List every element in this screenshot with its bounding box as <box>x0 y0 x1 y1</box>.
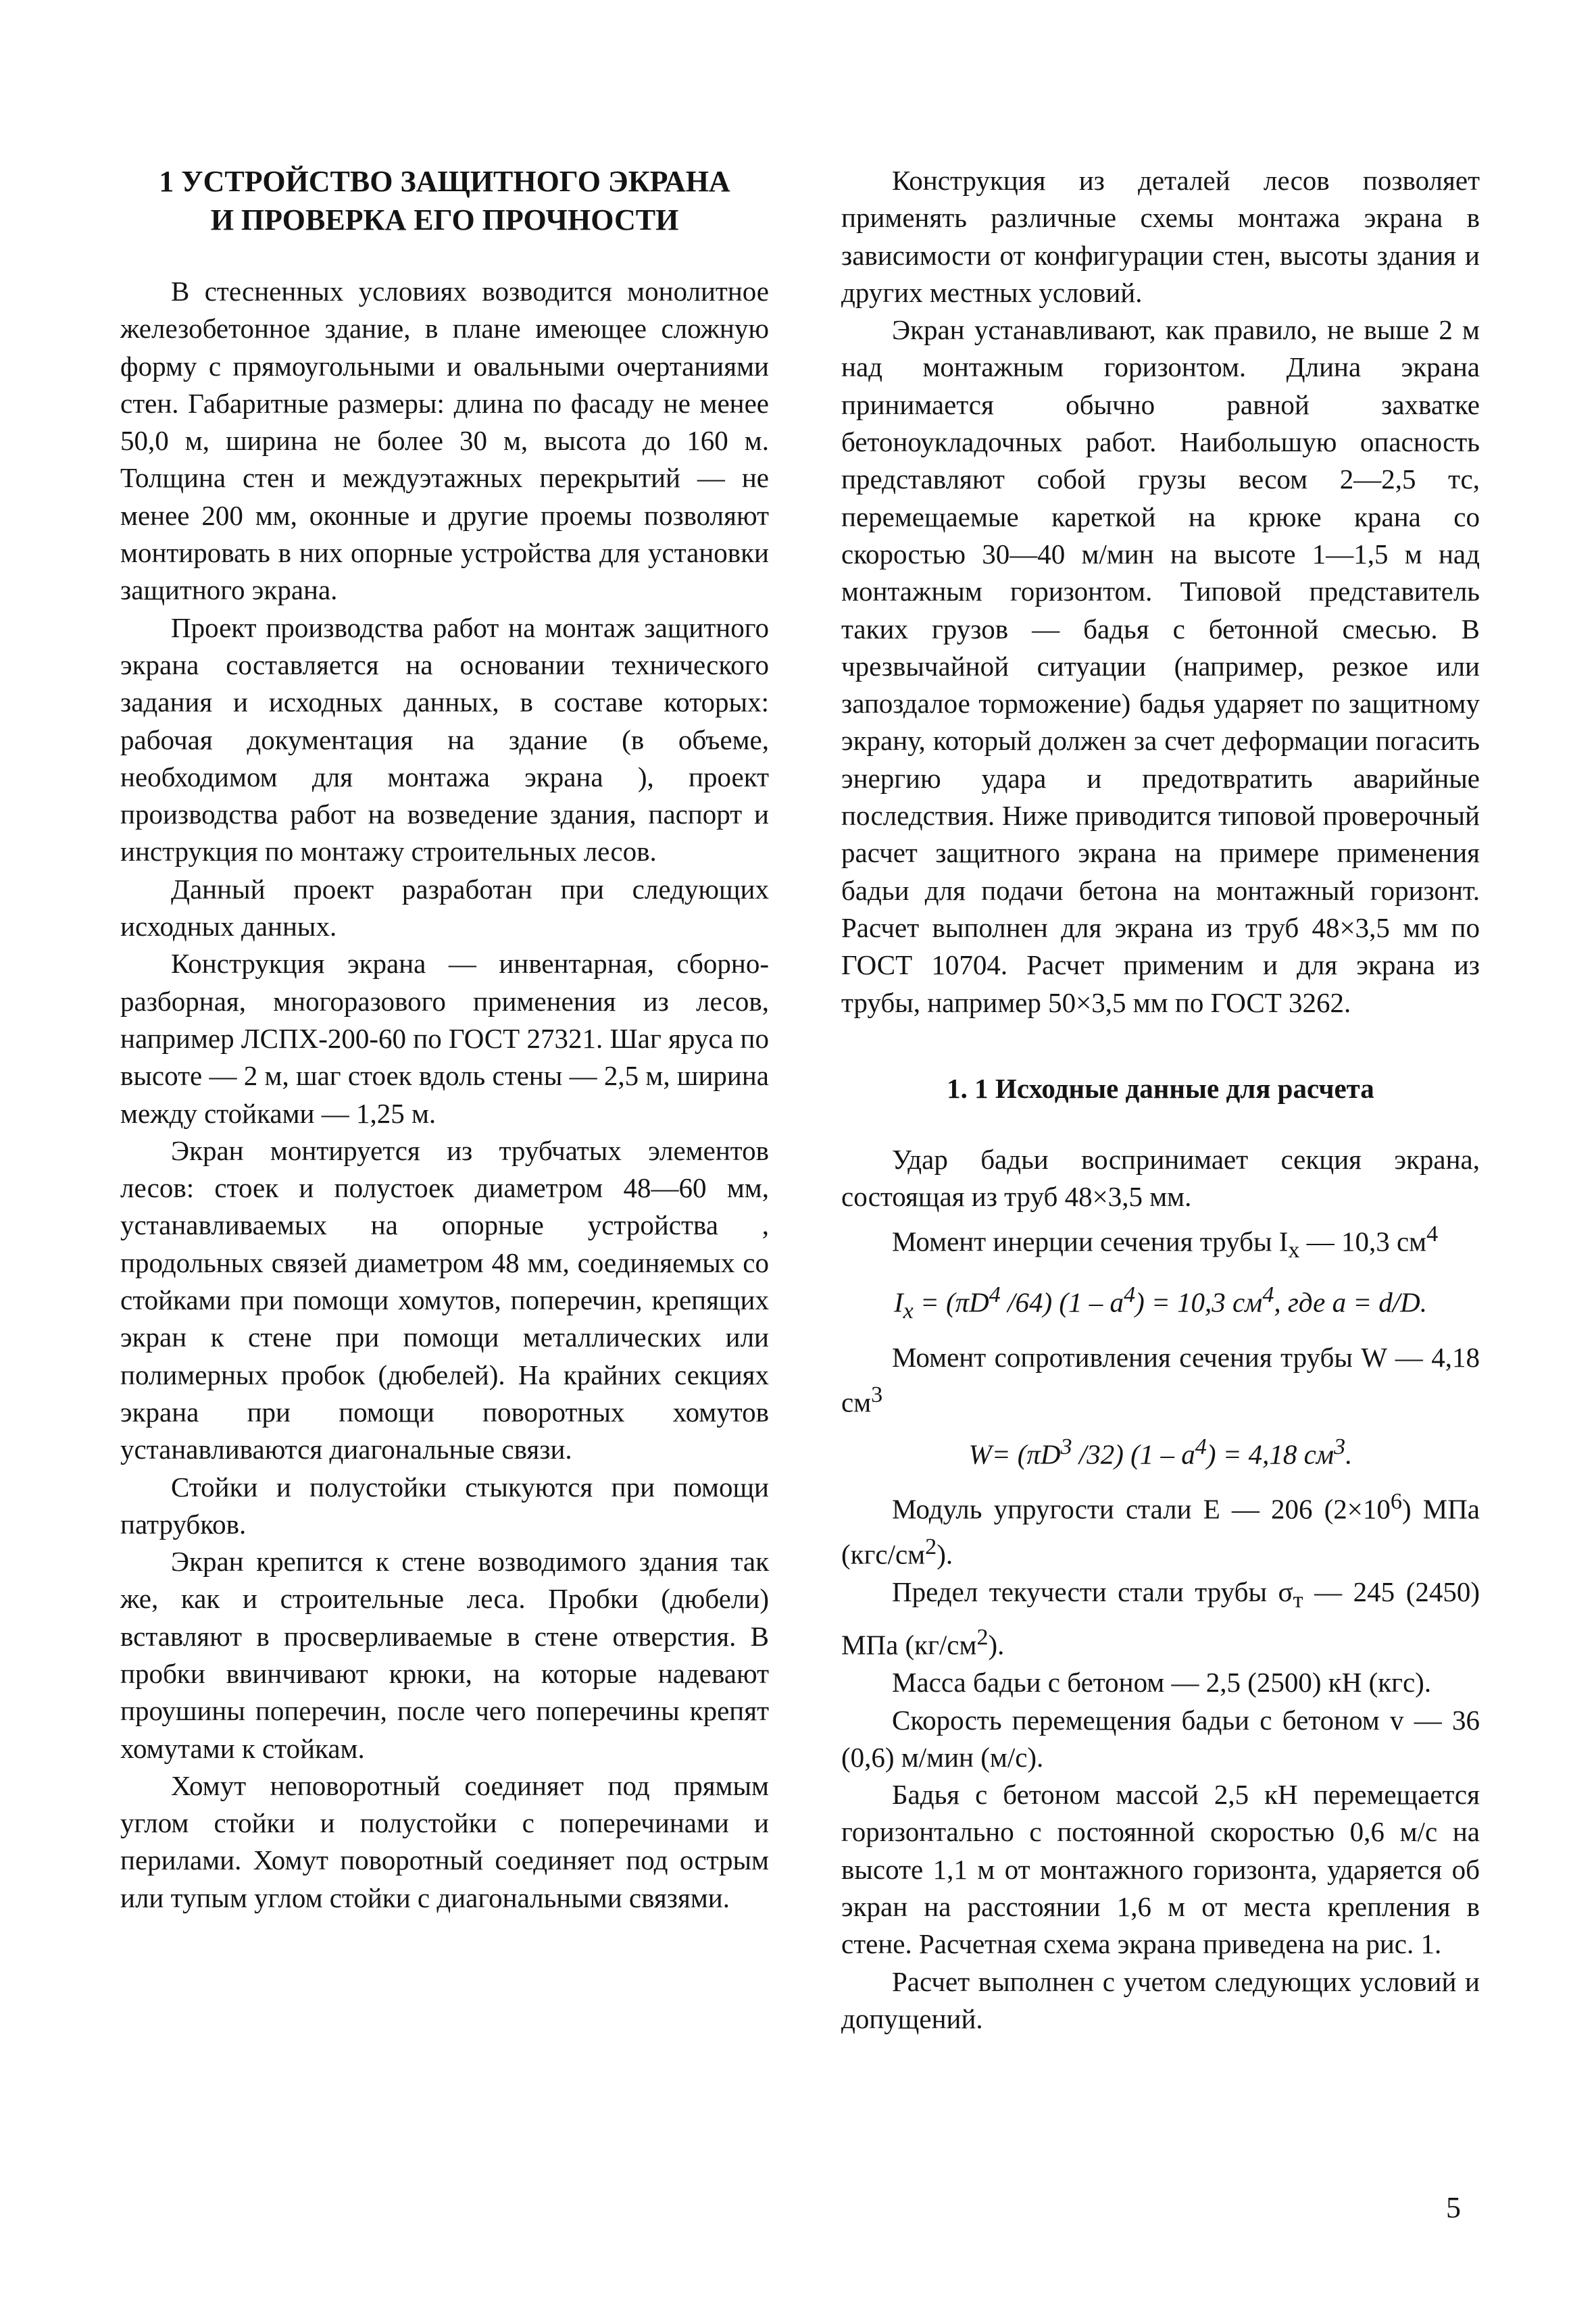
subscript: x <box>903 1298 914 1324</box>
text: ). <box>937 1538 953 1570</box>
text: . <box>1345 1438 1353 1470</box>
right-column <box>841 162 1480 2038</box>
paragraph: Конструкция экрана — инвентарная, сборно-разборная, многоразового применения из лесов, например ЛСПХ-200-60 по ГОСТ 27321. Шаг яруса по высоте — 2 м, шаг стоек вдоль стены — 2,5 м, ширина между стойками — 1,25 м. <box>120 948 769 1129</box>
superscript: 4 <box>989 1282 1001 1307</box>
paragraph: Расчет выполнен с учетом следующих условий и допущений. <box>841 1965 1480 2034</box>
text: ) = 4,18 см <box>1206 1438 1335 1470</box>
paragraph: Конструкция из деталей лесов позволяет применять различные схемы монтажа экрана в зависимости от конфигурации стен, высоты здания и других местных условий. <box>841 165 1480 308</box>
text: ) = 10,3 см <box>1135 1286 1263 1318</box>
left-column <box>120 162 769 1917</box>
paragraph: В стесненных условиях возводится монолитное железобетонное здание, в плане имеющее сложную форму с прямоугольными и овальными очертаниями стен. Габаритные размеры: длина по фасаду не менее 50,0 м, ширина не более 30 м, высота до 160 м. Толщина стен и междуэтажных перекрытий — не менее 200 мм, оконные и другие проемы позволяют монтировать в них опорные устройства для установки защитного экрана. <box>120 276 769 606</box>
text: ) МПа (кгс/см <box>841 1493 1480 1570</box>
text: Предел текучести стали трубы σ <box>892 1576 1293 1607</box>
page-number: 5 <box>1446 2191 1461 2224</box>
text: Модуль упругости стали E — 206 (2×10 <box>892 1493 1391 1525</box>
text: — 10,3 см <box>1299 1226 1427 1258</box>
section-title-line-2: И ПРОВЕРКА ЕГО ПРОЧНОСТИ <box>210 203 679 236</box>
superscript: 4 <box>1195 1434 1207 1459</box>
text: ). <box>988 1629 1005 1661</box>
superscript: 6 <box>1390 1488 1402 1514</box>
paragraph: Экран устанавливают, как правило, не выше 2 м над монтажным горизонтом. Длина экрана принимается обычно равной захватке бетоноукладочных работ. Наибольшую опасность представляют собой грузы весом 2—2,5 тс, перемещаемые кареткой на крюке крана со скоростью 30—40 м/мин на высоте 1—1,5 м над монтажным горизонтом. Типовой представитель таких грузов — бадья с бетонной смесью. В чрезвычайной ситуации (например, резкое или запоздалое торможение) бадья ударяет по защитному экрану, который должен за счет деформации погасить энергию удара и предотвратить аварийные последствия. Ниже приводится типовой проверочный расчет защитного экрана на примере применения бадьи для подачи бетона на монтажный горизонт. Расчет выполнен для экрана из труб 48×3,5 мм по ГОСТ 10704. Расчет применим и для экрана из трубы, например 50×3,5 мм по ГОСТ 3262. <box>841 314 1480 1018</box>
paragraph: Экран крепится к стене возводимого здания так же, как и строительные леса. Пробки (дюбели) вставляют в просверливаемые в стене отверстия. В пробки ввинчивают крюки, на которые надевают проушины поперечин, после чего поперечины крепят хомутами к стойкам. <box>120 1546 769 1764</box>
superscript: 3 <box>1060 1434 1072 1459</box>
superscript: 3 <box>871 1382 883 1407</box>
paragraph: Данный проект разработан при следующих исходных данных. <box>120 873 769 942</box>
superscript: 4 <box>1124 1282 1136 1307</box>
section-title-line-1: 1 УСТРОЙСТВО ЗАЩИТНОГО ЭКРАНА <box>159 165 730 198</box>
paragraph: Экран монтируется из трубчатых элементов лесов: стоек и полустоек диаметром 48—60 мм, устанавливаемых на опорные устройства , продольных связей диаметром 48 мм, соединяемых со стойками при помощи хомутов, поперечин, крепящих экран к стене при помощи металлических или полимерных пробок (дюбелей). На крайних секциях экрана при помощи поворотных хомутов устанавливаются диагональные связи. <box>120 1134 769 1465</box>
paragraph <box>841 1215 1480 1269</box>
subscript: т <box>1293 1588 1303 1613</box>
superscript: 2 <box>976 1625 989 1651</box>
paragraph: Скорость перемещения бадьи с бетоном v — 36 (0,6) м/мин (м/с). <box>841 1704 1480 1773</box>
superscript: 4 <box>1262 1282 1274 1307</box>
paragraph: Удар бадьи воспринимает секция экрана, состоящая из труб 48×3,5 мм. <box>841 1143 1480 1213</box>
text: Момент сопротивления сечения трубы W — 4,18 см <box>841 1341 1480 1418</box>
superscript: 2 <box>925 1534 937 1559</box>
text: Момент инерции сечения трубы I <box>892 1226 1289 1258</box>
section-title <box>120 162 769 239</box>
text: I <box>893 1286 903 1318</box>
paragraph: Бадья с бетоном массой 2,5 кН перемещается горизонтально с постоянной скоростью 0,6 м/с на высоте 1,1 м от монтажного горизонта, ударяется об экран на расстоянии 1,6 м от места крепления в стене. Расчетная схема экрана приведена на рис. 1. <box>841 1779 1480 1960</box>
superscript: 3 <box>1334 1434 1346 1459</box>
formula <box>841 1428 1480 1474</box>
text: — 245 (2450) МПа (кг/см <box>841 1576 1480 1661</box>
paragraph: Стойки и полустойки стыкуются при помощи патрубков. <box>120 1471 769 1540</box>
paragraph: Проект производства работ на монтаж защитного экрана составляется на основании технического задания и исходных данных, в составе которых: рабочая документация на здание (в объеме, необходимом для монтажа экрана ), проект производства работ на возведение здания, паспорт и инструкция по монтажу строительных лесов. <box>120 611 769 867</box>
paragraph <box>841 1483 1480 1574</box>
paragraph: Масса бадьи с бетоном — 2,5 (2500) кН (кгс). <box>892 1667 1432 1699</box>
text: = (πD <box>913 1286 989 1318</box>
text: W= (πD <box>968 1438 1061 1470</box>
paragraph: Хомут неповоротный соединяет под прямым углом стойки и полустойки с поперечинами и перилами. Хомут поворотный соединяет под острым или тупым углом стойки с диагональными связями. <box>120 1769 769 1913</box>
subsection-title: 1. 1 Исходные данные для расчета <box>947 1072 1374 1104</box>
formula <box>841 1276 1480 1330</box>
subscript: x <box>1288 1238 1300 1263</box>
paragraph <box>841 1574 1480 1664</box>
text: /32) (1 – a <box>1072 1438 1195 1470</box>
superscript: 4 <box>1426 1222 1439 1247</box>
text: /64) (1 – a <box>1000 1286 1124 1318</box>
paragraph <box>841 1339 1480 1422</box>
text: , где a = d/D. <box>1274 1286 1428 1318</box>
